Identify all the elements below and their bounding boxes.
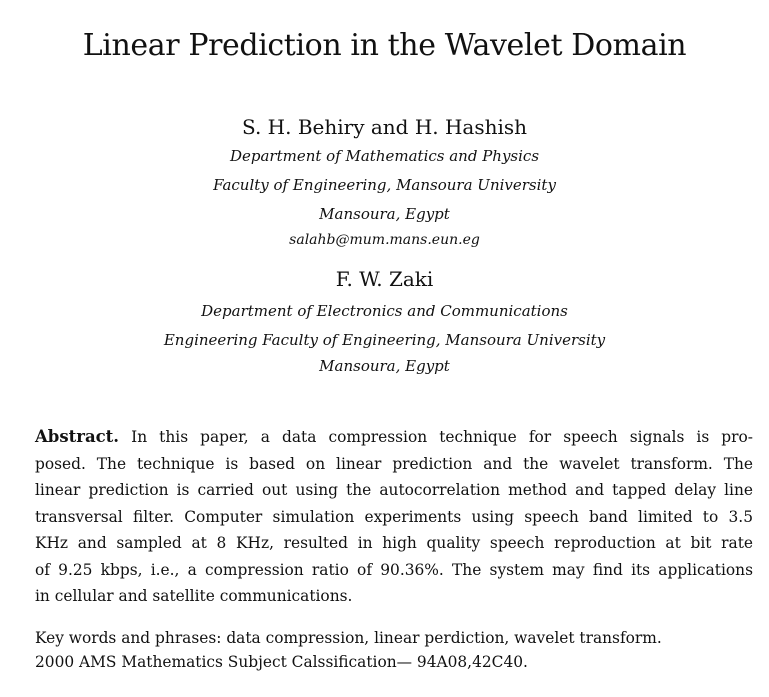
abstract-paragraph <box>35 424 753 610</box>
ams-classification-line: 2000 AMS Mathematics Subject Calssification— 94A08,42C40. <box>35 653 528 671</box>
abstract-line <box>35 424 753 451</box>
affiliation-2-line-1: Department of Electronics and Communications <box>201 302 568 320</box>
keywords-line: Key words and phrases: data compression, linear perdiction, wavelet transform. <box>35 629 662 647</box>
affiliation-1-line-3: Mansoura, Egypt <box>319 205 450 223</box>
abstract-line: transversal filter. Computer simulation experiments using speech band limited to 3.5 <box>35 507 753 526</box>
abstract-line: in cellular and satellite communications. <box>35 587 353 605</box>
author-names-1: S. H. Behiry and H. Hashish <box>241 115 528 139</box>
affiliation-1-line-1: Department of Mathematics and Physics <box>229 147 540 165</box>
abstract-line-text: In this paper, a data compression technique for speech signals is pro- <box>119 428 753 446</box>
abstract-line: posed. The technique is based on linear prediction and the wavelet transform. The <box>35 454 753 473</box>
keywords-block <box>35 626 662 674</box>
author-names-2: F. W. Zaki <box>335 267 434 291</box>
affiliation-2-line-3: Mansoura, Egypt <box>319 357 450 375</box>
paper-title: Linear Prediction in the Wavelet Domain <box>82 28 687 63</box>
author-email: salahb@mum.mans.eun.eg <box>289 232 480 248</box>
affiliation-2-line-2: Engineering Faculty of Engineering, Mansoura University <box>163 331 606 349</box>
abstract-line: of 9.25 kbps, i.e., a compression ratio of 90.36%. The system may find its applications <box>35 560 753 579</box>
abstract-line: KHz and sampled at 8 KHz, resulted in high quality speech reproduction at bit rate <box>35 534 753 552</box>
abstract-heading: Abstract. <box>35 427 120 446</box>
affiliation-1-line-2: Faculty of Engineering, Mansoura University <box>213 176 556 194</box>
abstract-line: linear prediction is carried out using the autocorrelation method and tapped delay line <box>35 481 753 499</box>
